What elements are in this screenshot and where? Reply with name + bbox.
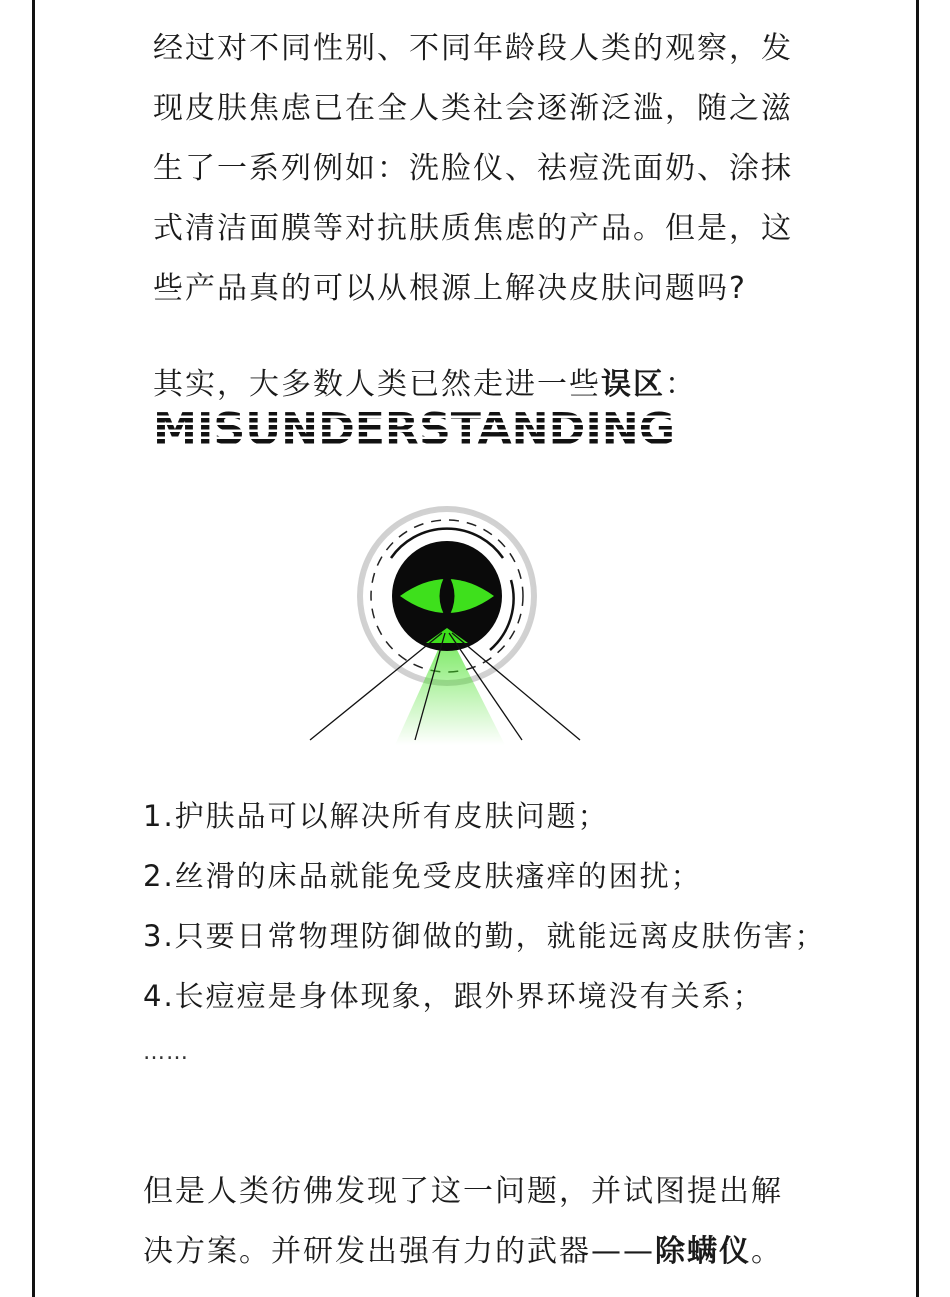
intro-text: 其实，大多数人类已然走进一些 xyxy=(153,367,601,402)
misunderstanding-list xyxy=(143,786,863,1026)
list-item: 3.只要日常物理防御做的勤，就能远离皮肤伤害； xyxy=(143,919,826,953)
eye-illustration xyxy=(300,500,600,750)
misunderstanding-intro xyxy=(153,360,697,410)
list-item: 1.护肤品可以解决所有皮肤问题； xyxy=(143,799,609,833)
paragraph-end: 。 xyxy=(751,1234,783,1269)
intro-bold-keyword: 误区 xyxy=(601,367,665,402)
misunderstanding-banner xyxy=(153,404,683,450)
intro-paragraph xyxy=(153,24,813,324)
paragraph-line: 些产品真的可以从根源上解决皮肤问题吗? xyxy=(153,271,747,306)
banner-text: MISUNDERSTANDING xyxy=(153,404,675,450)
paragraph-line: 现皮肤焦虑已在全人类社会逐渐泛滥，随之滋 xyxy=(153,91,793,126)
list-item: 4.长痘痘是身体现象，跟外界环境没有关系； xyxy=(143,979,764,1013)
right-border-line xyxy=(916,0,919,1297)
paragraph-line: 经过对不同性别、不同年龄段人类的观察，发 xyxy=(153,31,793,66)
left-border-line xyxy=(32,0,35,1297)
product-name: 除螨仪 xyxy=(655,1234,751,1269)
paragraph-line xyxy=(143,1222,863,1282)
intro-suffix: ： xyxy=(665,367,697,402)
paragraph-text: 决方案。并研发出强有力的武器—— xyxy=(143,1234,655,1269)
paragraph-line: 生了一系列例如：洗脸仪、祛痘洗面奶、涂抹 xyxy=(153,151,793,186)
conclusion-paragraph xyxy=(143,1162,863,1282)
ellipsis: …… xyxy=(143,1040,189,1065)
paragraph-line: 式清洁面膜等对抗肤质焦虑的产品。但是，这 xyxy=(153,211,793,246)
paragraph-line: 但是人类彷佛发现了这一问题，并试图提出解 xyxy=(143,1174,783,1209)
list-item: 2.丝滑的床品就能免受皮肤瘙痒的困扰； xyxy=(143,859,702,893)
